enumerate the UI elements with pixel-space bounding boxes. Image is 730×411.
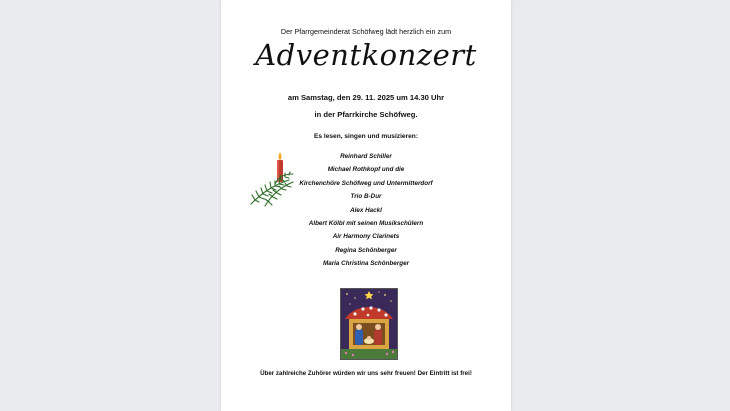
performer-name: Air Harmony Clarinets: [332, 233, 400, 241]
performers-list: [221, 152, 511, 273]
event-title: Adventkonzert: [255, 38, 477, 72]
performer-name: Trio B-Dur: [350, 193, 382, 201]
performer-name: Kirchenchöre Schöfweg und Untermitterdorf: [299, 179, 433, 187]
intro-text: Der Pfarrgemeinderat Schöfweg lädt herzlich ein zum: [280, 27, 452, 36]
performer-name: Regina Schönberger: [335, 246, 397, 254]
date-line: am Samstag, den 29. 11. 2025 um 14.30 Uhr: [287, 93, 445, 102]
performers-intro: Es lesen, singen und musizieren:: [313, 133, 419, 140]
performer-name: Albert Kölbl mit seinen Musikschülern: [308, 219, 424, 227]
nativity-painting: [340, 288, 398, 360]
document-page: [221, 0, 511, 411]
performer-name: Maria Christina Schönberger: [322, 260, 410, 268]
footer-note: Über zahlreiche Zuhörer würden wir uns sehr freuen! Der Eintritt ist frei!: [260, 370, 472, 377]
performer-name: Michael Rothkopf und die: [327, 166, 405, 174]
place-line: in der Pfarrkirche Schöfweg.: [314, 110, 418, 119]
performer-name: Reinhard Schiller: [340, 153, 392, 160]
performer-name: Alex Hackl: [350, 206, 382, 214]
